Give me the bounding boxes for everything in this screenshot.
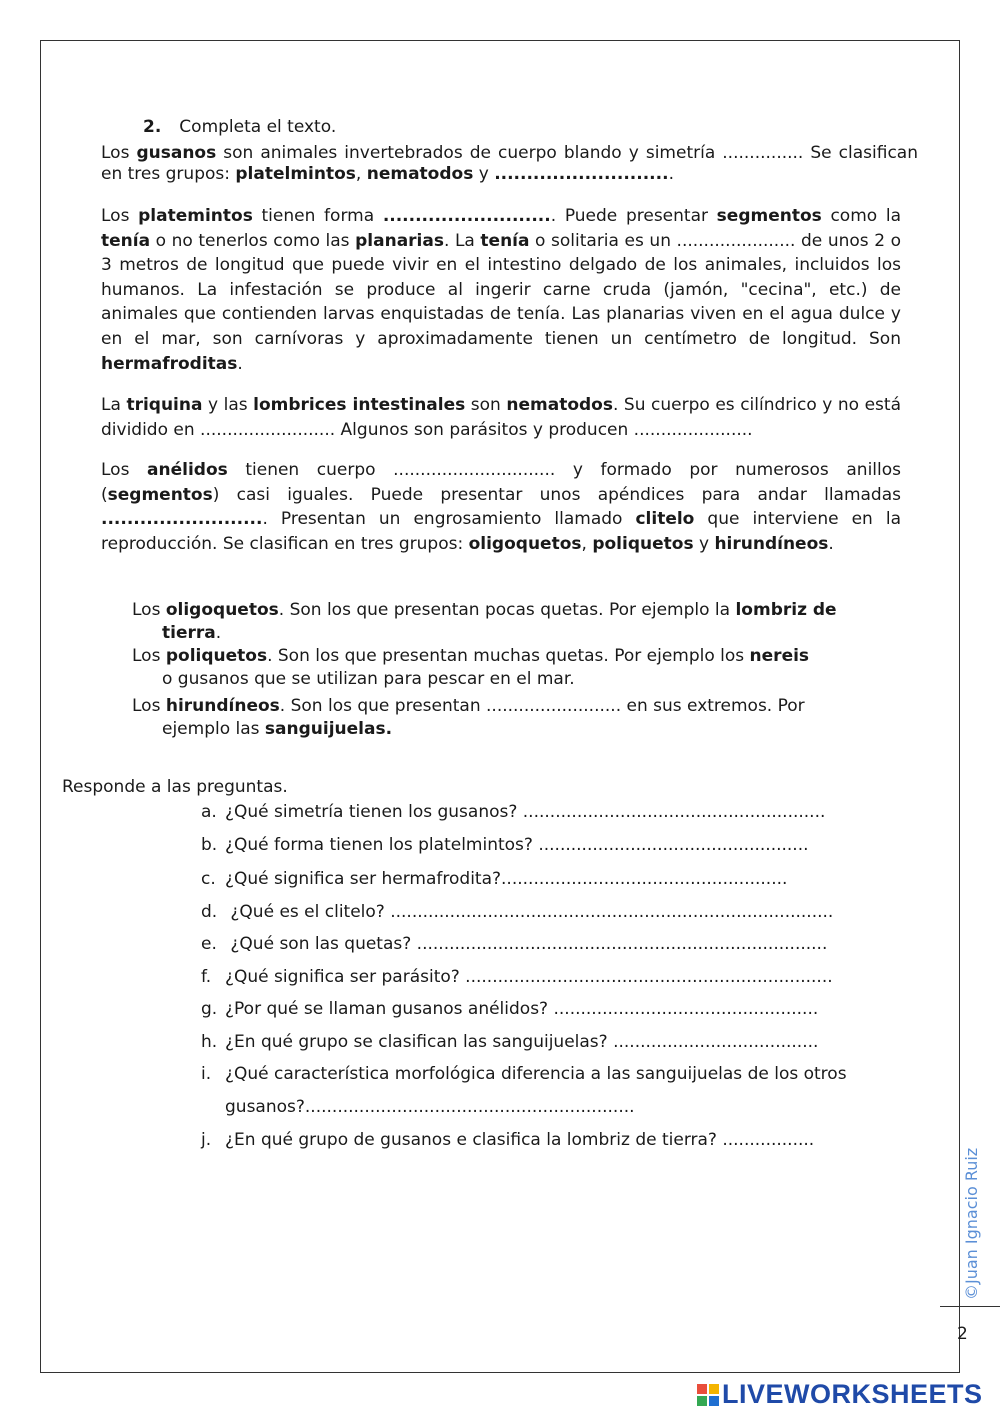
group-oligoquetos: Los oligoquetos. Son los que presentan pocas quetas. Por ejemplo la lombriz de tierra.	[132, 600, 837, 643]
group-poliquetos: Los poliquetos. Son los que presentan muchas quetas. Por ejemplo los nereis o gusanos que se utilizan para pescar en el mar.	[132, 646, 810, 689]
page-divider	[940, 1306, 1000, 1307]
liveworksheets-logo-text: LIVEWORKSHEETS	[722, 1379, 983, 1409]
questions-title: Responde a las preguntas.	[62, 777, 288, 797]
question-item: h. ¿En qué grupo se clasifican las sanguijuelas? ......................................	[201, 1032, 819, 1052]
paragraph-anelidos: Los anélidos tienen cuerpo .............................. y formado por numerosos anillos (segmentos) casi iguales. Puede presentar unos apéndices para andar llamadas .......................... Presentan un engrosamiento llamado clitelo que interviene en la reproducción. Se clasifican en tres grupos: oligoquetos, poliquetos y hirundíneos.	[101, 460, 901, 554]
liveworksheets-logo[interactable]	[697, 1379, 983, 1410]
liveworksheets-logo-icon	[697, 1384, 719, 1406]
question-item: a. ¿Qué simetría tienen los gusanos? ........................................................	[201, 802, 826, 822]
paragraph-nematodos: La triquina y las lombrices intestinales son nematodos. Su cuerpo es cilíndrico y no está dividido en ......................... Algunos son parásitos y producen ......................	[101, 395, 901, 440]
author-credit: ©Juan Ignacio Ruiz	[962, 1147, 981, 1300]
exercise-number: 2.	[143, 117, 162, 137]
question-item: e. ¿Qué son las quetas? ............................................................................	[201, 934, 828, 954]
question-item: j. ¿En qué grupo de gusanos e clasifica la lombriz de tierra? .................	[201, 1130, 815, 1150]
exercise-instruction: Completa el texto.	[179, 117, 337, 137]
paragraph-platelmintos: Los platemintos tienen forma ........................... Puede presentar segmentos como la tenía o no tenerlos como las planarias. La tenía o solitaria es un ...................... de unos 2 o 3 metros de longitud que puede vivir en el intestino delgado de los animales, incluidos los humanos. La infestación se produce al ingerir carne cruda (jamón, "cecina", etc.) de animales que contienden larvas enquistadas de tenía. Las planarias viven en el agua dulce y en el mar, son carnívoras y aproximadamente tienen un centímetro de longitud. Son hermafroditas.	[101, 206, 901, 374]
question-item: i. ¿Qué característica morfológica diferencia a las sanguijuelas de los otros	[201, 1064, 847, 1084]
question-item: f. ¿Qué significa ser parásito? ....................................................................	[201, 967, 833, 987]
question-item-continuation: gusanos?.............................................................	[225, 1097, 635, 1117]
group-hirundineos: Los hirundíneos. Son los que presentan ......................... en sus extremos. Por ejemplo las sanguijuelas.	[132, 696, 805, 739]
question-item: b. ¿Qué forma tienen los platelmintos? ..................................................	[201, 835, 809, 855]
paragraph-intro: Los gusanos son animales invertebrados de cuerpo blando y simetría ............... Se clasifican en tres grupos: platelmintos, nematodos y ............................	[101, 143, 918, 184]
page-number: 2	[957, 1324, 968, 1344]
question-item: g. ¿Por qué se llaman gusanos anélidos? .................................................	[201, 999, 819, 1019]
question-item: d. ¿Qué es el clitelo? ..................................................................................	[201, 902, 834, 922]
exercise-heading	[143, 117, 336, 137]
question-item: c. ¿Qué significa ser hermafrodita?.....................................................	[201, 869, 788, 889]
